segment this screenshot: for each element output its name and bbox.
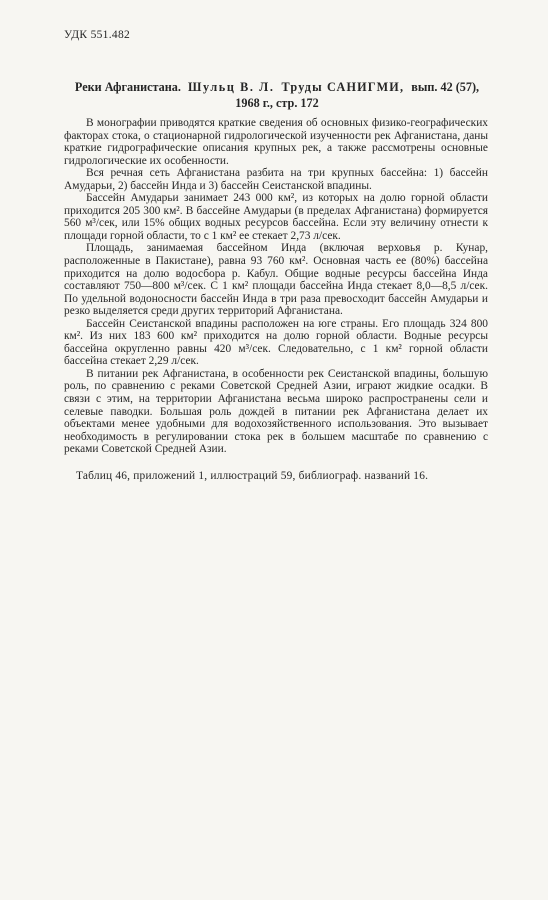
series-name: Труды САНИГМИ, [281,80,405,94]
book-title: Реки Афганистана. [74,80,181,94]
abstract-paragraph: В монографии приводятся краткие сведения об основных физико-географических факторах стока, о стационарной гидрологической изученности рек Афганистана, даны краткие гидрографические описания крупных рек, а также рассмотрены основные гидрологические их особенности. [64,117,488,167]
bibliographic-title [64,79,494,111]
abstract-paragraph: Вся речная сеть Афганистана разбита на три крупных бассейна: 1) бассейн Амударьи, 2) бассейн Инда и 3) бассейн Сеистанской впадины. [64,167,488,192]
udk-code: УДК 551.482 [64,29,131,41]
abstract-paragraph: Бассейн Сеистанской впадины расположен на юге страны. Его площадь 324 800 км². Из них 183 600 км² приходится на долю горной области. Водные ресурсы бассейна округленно равны 420 м³/сек. Следовательно, с 1 км² горной области бассейна стекает 2,29 л/сек. [64,317,488,368]
abstract-paragraph: В питании рек Афганистана, в особенности рек Сеистанской впадины, большую роль, по сравнению с реками Советской Средней Азии, играют жидкие осадки. В связи с этим, на территории Афганистана весьма широко распространены сели и селевые паводки. Большая роль дождей в питании рек Афганистана делает их объектами менее удобными для водохозяйственного использования. Это вызывает необходимость в регулировании стока рек в большем масштабе по сравнению с реками Советской Средней Азии. [64,367,488,456]
imprint: 1968 г., стр. 172 [235,96,319,110]
abstract-paragraph: Площадь, занимаемая бассейном Инда (включая верховья р. Кунар, расположенные в Пакистане), равна 93 760 км². Основная часть ее (80%) бассейна приходится на долю водосбора р. Кабул. Общие водные ресурсы бассейна Инда составляют 750—800 м³/сек. С 1 км² площади бассейна Инда стекает 8,0—8,5 л/сек. По удельной водоносности бассейн Инда в три раза превосходит бассейн Амударьи и резко выделяется среди других территорий Афганистана. [64,242,488,318]
abstract-paragraph: Бассейн Амударьи занимает 243 000 км², из которых на долю горной области приходится 205 300 км². В бассейне Амударьи (в пределах Афганистана) формируется 560 м³/сек, или 15% общих водных ресурсов бассейна. Если эту величину отнести к площади горной области, то с 1 км² ее стекает 2,73 л/сек. [64,192,488,242]
issue-number: вып. 42 (57), [411,80,480,94]
author-name: Шульц В. Л. [187,80,275,94]
abstract-body [64,117,488,456]
publication-stats: Таблиц 46, приложений 1, иллюстраций 59, библиограф. названий 16. [76,470,429,482]
